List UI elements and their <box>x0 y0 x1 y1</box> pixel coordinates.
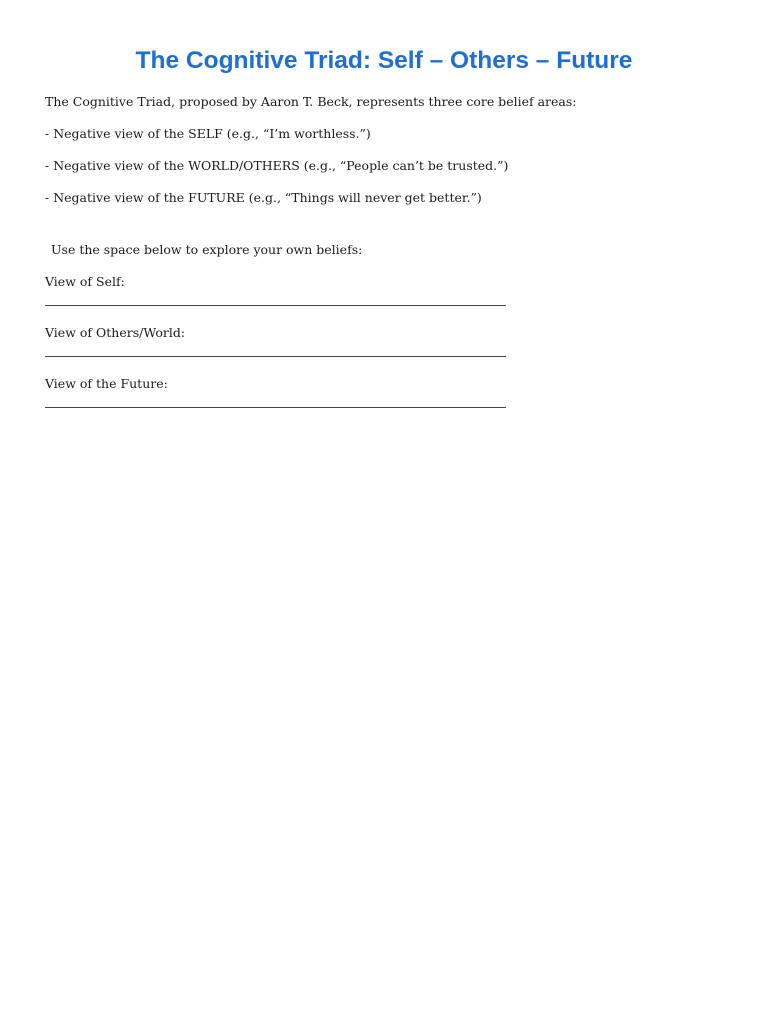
bullet-future: - Negative view of the FUTURE (e.g., “Things will never get better.”) <box>45 190 482 205</box>
field-label-future: View of the Future: <box>45 376 168 391</box>
answer-line-others-world[interactable] <box>45 356 506 357</box>
field-label-others-world: View of Others/World: <box>45 325 186 340</box>
answer-line-future[interactable] <box>45 407 506 408</box>
answer-line-self[interactable] <box>45 305 506 306</box>
bullet-world-others: - Negative view of the WORLD/OTHERS (e.g., “People can’t be trusted.”) <box>45 158 509 173</box>
bullet-self: - Negative view of the SELF (e.g., “I’m worthless.”) <box>45 126 371 141</box>
page-title: The Cognitive Triad: Self – Others – Future <box>135 47 633 74</box>
exercise-prompt: Use the space below to explore your own beliefs: <box>51 242 363 257</box>
field-label-self: View of Self: <box>45 274 125 289</box>
intro-paragraph: The Cognitive Triad, proposed by Aaron T. Beck, represents three core belief areas: <box>45 94 577 109</box>
